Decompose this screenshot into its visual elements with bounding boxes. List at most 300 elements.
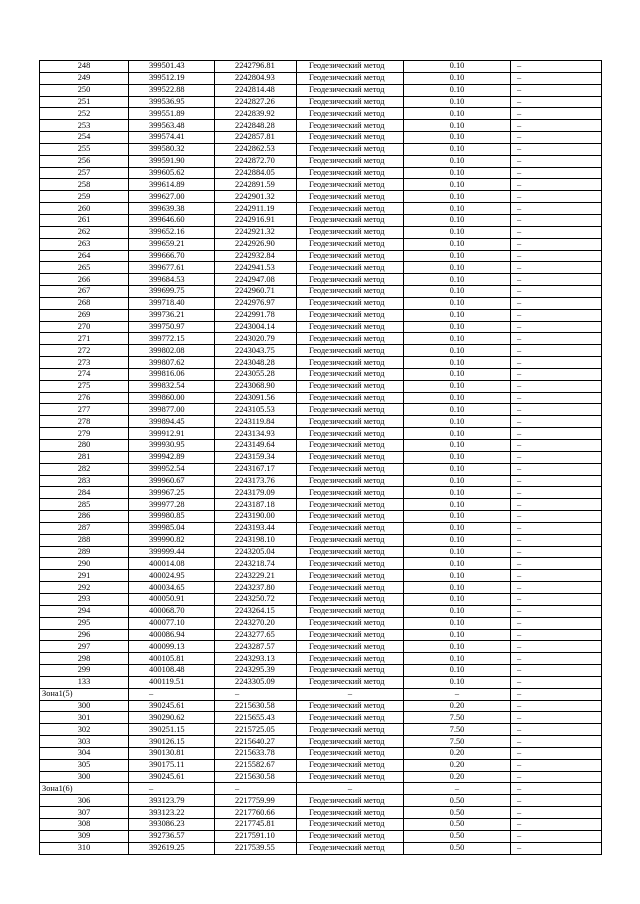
point-number-cell: 307	[40, 807, 129, 819]
table-row	[40, 759, 602, 771]
precision-cell: 0.10	[404, 309, 511, 321]
coordinate-x-cell: 399501.43	[129, 61, 215, 73]
coordinate-y-cell: 2243250.72	[215, 593, 297, 605]
coordinate-x-cell: 399551.89	[129, 108, 215, 120]
method-cell: Геодезический метод	[297, 368, 404, 380]
point-number-cell: 294	[40, 605, 129, 617]
method-cell: Геодезический метод	[297, 593, 404, 605]
precision-cell: 0.10	[404, 203, 511, 215]
precision-cell: 0.10	[404, 238, 511, 250]
precision-cell: 0.10	[404, 155, 511, 167]
method-cell: Геодезический метод	[297, 617, 404, 629]
method-cell: Геодезический метод	[297, 262, 404, 274]
coordinate-y-cell: 2242911.19	[215, 203, 297, 215]
coordinate-y-cell: 2243293.13	[215, 653, 297, 665]
coordinate-x-cell: 399591.90	[129, 155, 215, 167]
note-cell: –	[511, 641, 602, 653]
coordinate-y-cell: 2243277.65	[215, 629, 297, 641]
coordinate-x-cell: 399605.62	[129, 167, 215, 179]
coordinate-x-cell: 393086.23	[129, 819, 215, 831]
point-number-cell: 293	[40, 593, 129, 605]
precision-cell: 0.10	[404, 582, 511, 594]
coordinates-table-body	[40, 61, 602, 855]
point-number-cell: 271	[40, 333, 129, 345]
coordinate-y-cell: 2242947.08	[215, 274, 297, 286]
point-number-cell: 261	[40, 214, 129, 226]
table-row	[40, 380, 602, 392]
precision-cell: 0.10	[404, 593, 511, 605]
coordinate-y-cell: 2242960.71	[215, 286, 297, 298]
point-number-cell: 273	[40, 357, 129, 369]
coordinate-y-cell: 2243173.76	[215, 475, 297, 487]
point-number-cell: 269	[40, 309, 129, 321]
table-row	[40, 487, 602, 499]
point-number-cell: 310	[40, 842, 129, 854]
point-number-cell: 287	[40, 522, 129, 534]
point-number-cell: 296	[40, 629, 129, 641]
coordinate-y-cell: 2243295.39	[215, 665, 297, 677]
point-number-cell: 302	[40, 724, 129, 736]
method-cell: Геодезический метод	[297, 451, 404, 463]
note-cell: –	[511, 522, 602, 534]
precision-cell: 0.10	[404, 440, 511, 452]
coordinate-x-cell: 399522.88	[129, 84, 215, 96]
coordinate-y-cell: 2242901.32	[215, 191, 297, 203]
method-cell: Геодезический метод	[297, 771, 404, 783]
table-row	[40, 309, 602, 321]
note-cell: –	[511, 534, 602, 546]
point-number-cell: 274	[40, 368, 129, 380]
coordinate-y-cell: 2242991.78	[215, 309, 297, 321]
table-row	[40, 108, 602, 120]
note-cell: –	[511, 451, 602, 463]
table-row	[40, 321, 602, 333]
table-row	[40, 617, 602, 629]
precision-cell: 0.10	[404, 250, 511, 262]
table-row	[40, 653, 602, 665]
method-cell: Геодезический метод	[297, 120, 404, 132]
coordinate-y-cell: 2215725.05	[215, 724, 297, 736]
coordinate-y-cell: –	[215, 783, 297, 795]
method-cell: Геодезический метод	[297, 582, 404, 594]
coordinate-y-cell: 2243149.64	[215, 440, 297, 452]
precision-cell: 0.10	[404, 357, 511, 369]
coordinate-x-cell: 399677.61	[129, 262, 215, 274]
table-row	[40, 747, 602, 759]
method-cell: Геодезический метод	[297, 499, 404, 511]
coordinate-y-cell: 2243229.21	[215, 570, 297, 582]
precision-cell: 0.10	[404, 392, 511, 404]
method-cell: Геодезический метод	[297, 522, 404, 534]
coordinate-x-cell: 399536.95	[129, 96, 215, 108]
table-row	[40, 546, 602, 558]
point-number-cell: 295	[40, 617, 129, 629]
note-cell: –	[511, 582, 602, 594]
point-number-cell: 252	[40, 108, 129, 120]
method-cell: Геодезический метод	[297, 807, 404, 819]
coordinate-x-cell: 399718.40	[129, 297, 215, 309]
point-number-cell: 284	[40, 487, 129, 499]
coordinate-x-cell: 399772.15	[129, 333, 215, 345]
note-cell: –	[511, 819, 602, 831]
point-number-cell: 276	[40, 392, 129, 404]
coordinate-y-cell: 2242941.53	[215, 262, 297, 274]
coordinate-x-cell: 400105.81	[129, 653, 215, 665]
method-cell: Геодезический метод	[297, 286, 404, 298]
point-number-cell: 305	[40, 759, 129, 771]
coordinate-y-cell: 2242814.48	[215, 84, 297, 96]
precision-cell: 0.50	[404, 830, 511, 842]
coordinate-y-cell: 2243193.44	[215, 522, 297, 534]
zone-header-row	[40, 783, 602, 795]
method-cell: Геодезический метод	[297, 179, 404, 191]
point-number-cell: 308	[40, 819, 129, 831]
table-row	[40, 665, 602, 677]
table-row	[40, 736, 602, 748]
coordinate-x-cell: 400119.51	[129, 676, 215, 688]
table-row	[40, 771, 602, 783]
note-cell: –	[511, 357, 602, 369]
table-row	[40, 345, 602, 357]
method-cell: Геодезический метод	[297, 736, 404, 748]
method-cell: Геодезический метод	[297, 747, 404, 759]
table-row	[40, 357, 602, 369]
note-cell: –	[511, 653, 602, 665]
point-number-cell: 286	[40, 511, 129, 523]
method-cell: Геодезический метод	[297, 191, 404, 203]
point-number-cell: 267	[40, 286, 129, 298]
precision-cell: 0.10	[404, 96, 511, 108]
coordinate-x-cell: 399860.00	[129, 392, 215, 404]
note-cell: –	[511, 546, 602, 558]
method-cell: Геодезический метод	[297, 226, 404, 238]
note-cell: –	[511, 570, 602, 582]
point-number-cell: 288	[40, 534, 129, 546]
table-row	[40, 286, 602, 298]
precision-cell: 0.10	[404, 641, 511, 653]
point-number-cell: 289	[40, 546, 129, 558]
note-cell: –	[511, 771, 602, 783]
precision-cell: 0.10	[404, 534, 511, 546]
method-cell: Геодезический метод	[297, 416, 404, 428]
note-cell: –	[511, 783, 602, 795]
coordinate-y-cell: 2243105.53	[215, 404, 297, 416]
coordinate-x-cell: 399952.54	[129, 463, 215, 475]
table-row	[40, 593, 602, 605]
note-cell: –	[511, 345, 602, 357]
coordinate-y-cell: 2242796.81	[215, 61, 297, 73]
coordinate-x-cell: 399930.95	[129, 440, 215, 452]
coordinate-y-cell: 2217760.66	[215, 807, 297, 819]
point-number-cell: 260	[40, 203, 129, 215]
precision-cell: 0.10	[404, 416, 511, 428]
table-row	[40, 61, 602, 73]
method-cell: Геодезический метод	[297, 724, 404, 736]
coordinate-x-cell: 390251.15	[129, 724, 215, 736]
table-row	[40, 629, 602, 641]
precision-cell: 0.10	[404, 297, 511, 309]
table-row	[40, 333, 602, 345]
coordinate-y-cell: 2242862.53	[215, 143, 297, 155]
note-cell: –	[511, 558, 602, 570]
coordinate-y-cell: 2243237.80	[215, 582, 297, 594]
method-cell: Геодезический метод	[297, 830, 404, 842]
coordinate-x-cell: 392736.57	[129, 830, 215, 842]
coordinate-y-cell: 2242926.90	[215, 238, 297, 250]
method-cell: Геодезический метод	[297, 463, 404, 475]
precision-cell: 0.10	[404, 274, 511, 286]
point-number-cell: 262	[40, 226, 129, 238]
table-row	[40, 155, 602, 167]
point-number-cell: 290	[40, 558, 129, 570]
point-number-cell: 306	[40, 795, 129, 807]
coordinate-x-cell: 399894.45	[129, 416, 215, 428]
coordinate-x-cell: 399563.48	[129, 120, 215, 132]
precision-cell: 0.10	[404, 108, 511, 120]
note-cell: –	[511, 593, 602, 605]
coordinate-x-cell: 399960.67	[129, 475, 215, 487]
precision-cell: 0.10	[404, 522, 511, 534]
method-cell: Геодезический метод	[297, 309, 404, 321]
coordinate-y-cell: 2243043.75	[215, 345, 297, 357]
table-row	[40, 262, 602, 274]
coordinate-x-cell: 400108.48	[129, 665, 215, 677]
point-number-cell: 253	[40, 120, 129, 132]
method-cell: Геодезический метод	[297, 676, 404, 688]
table-row	[40, 179, 602, 191]
point-number-cell: 299	[40, 665, 129, 677]
precision-cell: 0.10	[404, 61, 511, 73]
method-cell: Геодезический метод	[297, 487, 404, 499]
point-number-cell: 264	[40, 250, 129, 262]
note-cell: –	[511, 250, 602, 262]
method-cell: Геодезический метод	[297, 61, 404, 73]
precision-cell: 0.10	[404, 487, 511, 499]
table-row	[40, 534, 602, 546]
coordinate-x-cell: 390130.81	[129, 747, 215, 759]
table-row	[40, 451, 602, 463]
precision-cell: 0.10	[404, 262, 511, 274]
precision-cell: 7.50	[404, 712, 511, 724]
method-cell: Геодезический метод	[297, 96, 404, 108]
method-cell: Геодезический метод	[297, 428, 404, 440]
table-row	[40, 203, 602, 215]
note-cell: –	[511, 712, 602, 724]
coordinate-x-cell: –	[129, 783, 215, 795]
method-cell: Геодезический метод	[297, 238, 404, 250]
coordinate-y-cell: 2243264.15	[215, 605, 297, 617]
method-cell: Геодезический метод	[297, 250, 404, 262]
table-row	[40, 511, 602, 523]
precision-cell: 0.10	[404, 321, 511, 333]
method-cell: Геодезический метод	[297, 665, 404, 677]
point-number-cell: 300	[40, 700, 129, 712]
coordinate-x-cell: 393123.22	[129, 807, 215, 819]
precision-cell: 0.10	[404, 380, 511, 392]
method-cell: Геодезический метод	[297, 333, 404, 345]
method-cell: Геодезический метод	[297, 759, 404, 771]
note-cell: –	[511, 688, 602, 700]
coordinate-x-cell: 399652.16	[129, 226, 215, 238]
coordinate-x-cell: 399627.00	[129, 191, 215, 203]
method-cell: Геодезический метод	[297, 167, 404, 179]
point-number-cell: 250	[40, 84, 129, 96]
table-row	[40, 819, 602, 831]
coordinate-x-cell: 392619.25	[129, 842, 215, 854]
coordinate-y-cell: 2215655.43	[215, 712, 297, 724]
precision-cell: 0.10	[404, 84, 511, 96]
note-cell: –	[511, 665, 602, 677]
method-cell: Геодезический метод	[297, 570, 404, 582]
precision-cell: 0.10	[404, 226, 511, 238]
coordinate-y-cell: 2242921.32	[215, 226, 297, 238]
note-cell: –	[511, 380, 602, 392]
point-number-cell: 275	[40, 380, 129, 392]
coordinate-x-cell: 399666.70	[129, 250, 215, 262]
note-cell: –	[511, 321, 602, 333]
coordinate-x-cell: 399877.00	[129, 404, 215, 416]
point-number-cell: 255	[40, 143, 129, 155]
precision-cell: 0.20	[404, 747, 511, 759]
precision-cell: 0.10	[404, 368, 511, 380]
note-cell: –	[511, 143, 602, 155]
coordinate-y-cell: 2243305.09	[215, 676, 297, 688]
table-row	[40, 522, 602, 534]
note-cell: –	[511, 72, 602, 84]
point-number-cell: 297	[40, 641, 129, 653]
precision-cell: 0.10	[404, 167, 511, 179]
coordinate-x-cell: 399985.04	[129, 522, 215, 534]
note-cell: –	[511, 96, 602, 108]
note-cell: –	[511, 795, 602, 807]
note-cell: –	[511, 830, 602, 842]
coordinate-x-cell: 400068.70	[129, 605, 215, 617]
note-cell: –	[511, 499, 602, 511]
method-cell: Геодезический метод	[297, 321, 404, 333]
table-row	[40, 570, 602, 582]
method-cell: Геодезический метод	[297, 297, 404, 309]
method-cell: –	[297, 688, 404, 700]
coordinate-y-cell: 2243198.10	[215, 534, 297, 546]
coordinate-y-cell: 2242827.26	[215, 96, 297, 108]
method-cell: Геодезический метод	[297, 475, 404, 487]
coordinate-y-cell: 2243218.74	[215, 558, 297, 570]
method-cell: Геодезический метод	[297, 108, 404, 120]
precision-cell: 0.10	[404, 404, 511, 416]
coordinate-x-cell: 400024.95	[129, 570, 215, 582]
precision-cell: 0.10	[404, 345, 511, 357]
note-cell: –	[511, 167, 602, 179]
method-cell: Геодезический метод	[297, 84, 404, 96]
coordinate-x-cell: 400099.13	[129, 641, 215, 653]
table-row	[40, 416, 602, 428]
note-cell: –	[511, 736, 602, 748]
coordinate-x-cell: 399646.60	[129, 214, 215, 226]
coordinate-y-cell: 2243091.56	[215, 392, 297, 404]
table-row	[40, 167, 602, 179]
point-number-cell: Зона1(5)	[40, 688, 129, 700]
table-row	[40, 132, 602, 144]
coordinate-y-cell: 2215633.78	[215, 747, 297, 759]
precision-cell: 7.50	[404, 736, 511, 748]
precision-cell: 0.20	[404, 771, 511, 783]
table-row	[40, 700, 602, 712]
method-cell: Геодезический метод	[297, 214, 404, 226]
table-row	[40, 807, 602, 819]
point-number-cell: 280	[40, 440, 129, 452]
precision-cell: 0.20	[404, 759, 511, 771]
point-number-cell: 304	[40, 747, 129, 759]
note-cell: –	[511, 487, 602, 499]
precision-cell: 0.10	[404, 511, 511, 523]
table-row	[40, 724, 602, 736]
method-cell: Геодезический метод	[297, 155, 404, 167]
table-row	[40, 676, 602, 688]
precision-cell: 0.50	[404, 842, 511, 854]
coordinate-x-cell: 399980.85	[129, 511, 215, 523]
method-cell: Геодезический метод	[297, 534, 404, 546]
table-row	[40, 143, 602, 155]
method-cell: Геодезический метод	[297, 132, 404, 144]
method-cell: Геодезический метод	[297, 842, 404, 854]
point-number-cell: 133	[40, 676, 129, 688]
point-number-cell: 265	[40, 262, 129, 274]
table-row	[40, 842, 602, 854]
coordinate-x-cell: 399942.89	[129, 451, 215, 463]
coordinate-x-cell: 399967.25	[129, 487, 215, 499]
coordinate-y-cell: 2242884.05	[215, 167, 297, 179]
coordinate-y-cell: 2215582.67	[215, 759, 297, 771]
precision-cell: 0.50	[404, 819, 511, 831]
table-row	[40, 428, 602, 440]
method-cell: Геодезический метод	[297, 653, 404, 665]
coordinate-y-cell: 2243020.79	[215, 333, 297, 345]
note-cell: –	[511, 724, 602, 736]
precision-cell: 7.50	[404, 724, 511, 736]
point-number-cell: 278	[40, 416, 129, 428]
precision-cell: 0.50	[404, 807, 511, 819]
precision-cell: 0.10	[404, 665, 511, 677]
coordinate-y-cell: 2242857.81	[215, 132, 297, 144]
table-row	[40, 605, 602, 617]
note-cell: –	[511, 807, 602, 819]
method-cell: –	[297, 783, 404, 795]
method-cell: Геодезический метод	[297, 819, 404, 831]
method-cell: Геодезический метод	[297, 345, 404, 357]
point-number-cell: 270	[40, 321, 129, 333]
table-row	[40, 582, 602, 594]
table-row	[40, 392, 602, 404]
precision-cell: 0.20	[404, 700, 511, 712]
precision-cell: 0.10	[404, 428, 511, 440]
table-row	[40, 214, 602, 226]
precision-cell: 0.10	[404, 629, 511, 641]
point-number-cell: 256	[40, 155, 129, 167]
note-cell: –	[511, 605, 602, 617]
point-number-cell: 259	[40, 191, 129, 203]
note-cell: –	[511, 440, 602, 452]
point-number-cell: 285	[40, 499, 129, 511]
coordinate-x-cell: 393123.79	[129, 795, 215, 807]
method-cell: Геодезический метод	[297, 558, 404, 570]
precision-cell: 0.10	[404, 546, 511, 558]
note-cell: –	[511, 108, 602, 120]
precision-cell: 0.10	[404, 132, 511, 144]
coordinate-x-cell: 390126.15	[129, 736, 215, 748]
note-cell: –	[511, 428, 602, 440]
coordinate-y-cell: 2243287.57	[215, 641, 297, 653]
note-cell: –	[511, 475, 602, 487]
